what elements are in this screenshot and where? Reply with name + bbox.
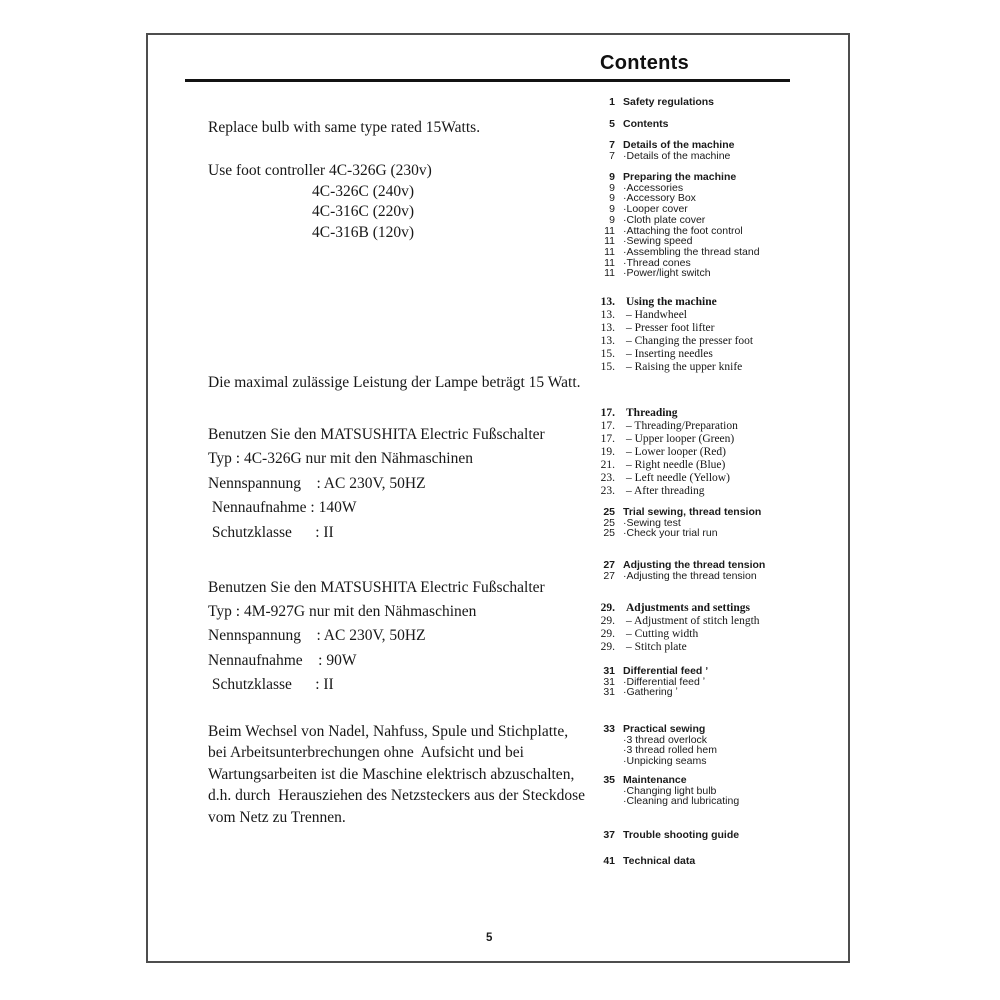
- toc-entry-label: ·Assembling the thread stand: [623, 245, 760, 258]
- toc-entry-label: – Stitch plate: [626, 641, 687, 653]
- toc-section: [596, 97, 836, 108]
- toc-entry-label: Details of the machine: [623, 139, 735, 151]
- toc-entry: [596, 830, 836, 841]
- toc-entry-page-number: 29.: [600, 628, 615, 640]
- toc-entry-page-number: 9: [609, 192, 615, 205]
- toc-entry-label: ·Accessories: [623, 181, 684, 194]
- toc-entry: [596, 215, 836, 226]
- toc-section: [596, 140, 836, 161]
- toc-entry: [596, 420, 836, 433]
- toc-entry-page-number: 13.: [600, 296, 615, 308]
- body-text-line: Nennaufnahme : 140W: [208, 499, 357, 517]
- toc-entry: [596, 361, 836, 374]
- toc-entry-page-number: 11: [604, 235, 615, 248]
- toc-entry: [596, 322, 836, 335]
- toc-entry-label: Trial sewing, thread tension: [623, 506, 762, 518]
- toc-entry-page-number: 11: [604, 256, 615, 269]
- toc-entry-label: – Upper looper (Green): [626, 433, 735, 445]
- toc-entry-label: ·Adjusting the thread tension: [623, 569, 757, 582]
- toc-entry-label: ·Accessory Box: [623, 192, 696, 205]
- toc-entry: [596, 407, 836, 420]
- body-text-line: Typ : 4C-326G nur mit den Nähmaschinen: [208, 450, 473, 468]
- toc-entry-page-number: 11: [604, 267, 615, 280]
- toc-entry-label: – Changing the presser foot: [626, 335, 754, 347]
- toc-entry-page-number: 11: [604, 245, 615, 258]
- toc-entry: [596, 459, 836, 472]
- toc-section: [596, 407, 836, 498]
- toc-entry-label: ·Sewing test: [623, 516, 681, 529]
- toc-section: [596, 172, 836, 279]
- toc-entry-label: Trouble shooting guide: [623, 829, 740, 841]
- toc-entry-label: – After threading: [626, 485, 705, 497]
- toc-entry-label: ·Thread cones: [623, 256, 691, 269]
- toc-entry-page-number: 23.: [600, 472, 615, 484]
- toc-section: [596, 602, 836, 654]
- toc-entry-label: Technical data: [623, 855, 696, 867]
- toc-entry-page-number: 29.: [600, 641, 615, 653]
- toc-entry-page-number: 17.: [600, 407, 615, 419]
- toc-entry: [596, 97, 836, 108]
- toc-entry-label: ·Details of the machine: [623, 149, 731, 162]
- toc-entry-label: ·Looper cover: [623, 203, 688, 216]
- toc-entry: [596, 119, 836, 130]
- toc-entry-label: – Raising the upper knife: [626, 361, 743, 373]
- body-text-line: 4C-316B (120v): [312, 223, 415, 241]
- toc-entry-page-number: 31: [603, 675, 615, 688]
- toc-entry-label: ·Cloth plate cover: [623, 213, 706, 226]
- toc-entry-label: Adjusting the thread tension: [623, 559, 766, 571]
- toc-entry-page-number: 25: [603, 527, 615, 540]
- body-text-line: Use foot controller 4C-326G (230v): [208, 162, 432, 179]
- toc-entry-page-number: 31: [603, 686, 615, 699]
- toc-entry-page-number: 25: [603, 516, 615, 529]
- toc-entry-page-number: 9: [609, 213, 615, 226]
- body-text-line: Nennaufnahme : 90W: [208, 651, 357, 669]
- body-text-line: Schutzklasse : II: [208, 523, 334, 541]
- toc-entry: [596, 615, 836, 628]
- toc-entry-label: – Left needle (Yellow): [626, 472, 730, 484]
- toc-entry: [596, 687, 836, 698]
- toc-entry-label: – Inserting needles: [626, 348, 713, 360]
- toc-entry: [596, 472, 836, 485]
- toc-entry: [596, 348, 836, 361]
- toc-entry-page-number: 33: [603, 723, 615, 735]
- toc-entry-label: – Right needle (Blue): [626, 459, 726, 471]
- toc-entry-page-number: 11: [604, 224, 615, 237]
- toc-entry-page-number: 19.: [600, 446, 615, 458]
- toc-entry: [596, 856, 836, 867]
- toc-entry: [596, 309, 836, 322]
- toc-entry: [596, 485, 836, 498]
- toc-entry-page-number: 7: [609, 139, 615, 151]
- toc-entry-page-number: 25: [603, 506, 615, 518]
- toc-section: [596, 560, 836, 581]
- toc-entry-page-number: 9: [609, 171, 615, 183]
- toc-entry-label: Using the machine: [626, 296, 717, 308]
- toc-entry-label: Contents: [623, 118, 669, 130]
- body-text-line: Schutzklasse : II: [208, 675, 334, 693]
- page-title: Contents: [600, 52, 690, 74]
- toc-entry-label: – Adjustment of stitch length: [626, 615, 760, 627]
- toc-entry-label: ·Attaching the foot control: [623, 224, 743, 237]
- toc-entry-page-number: 15.: [600, 361, 615, 373]
- toc-section: [596, 666, 836, 698]
- title-rule: [185, 79, 790, 82]
- toc-entry-page-number: 27: [603, 569, 615, 582]
- toc-entry-label: Safety regulations: [623, 96, 715, 108]
- toc-entry-page-number: 27: [603, 559, 615, 571]
- toc-entry-label: Preparing the machine: [623, 171, 737, 183]
- toc-entry-label: ·Check your trial run: [623, 527, 718, 540]
- toc-entry-page-number: 5: [609, 118, 615, 130]
- toc-entry-label: Threading: [626, 407, 678, 419]
- toc-entry-label: – Threading/Preparation: [626, 420, 738, 432]
- toc-entry-label: ·Gathering ʼ: [623, 686, 678, 699]
- toc-entry: [596, 433, 836, 446]
- toc-entry-label: Practical sewing: [623, 723, 706, 735]
- toc-entry: [596, 151, 836, 162]
- body-text-line: Benutzen Sie den MATSUSHITA Electric Fußschalter: [208, 579, 545, 596]
- toc-entry-page-number: 35: [603, 774, 615, 786]
- body-text-line: Nennspannung : AC 230V, 50HZ: [208, 627, 426, 645]
- toc-entry-page-number: 37: [603, 829, 615, 841]
- body-text-line: Nennspannung : AC 230V, 50HZ: [208, 474, 426, 492]
- toc-entry-label: Adjustments and settings: [626, 602, 750, 614]
- body-text-line: Wartungsarbeiten ist die Maschine elektrisch abzuschalten,: [208, 765, 575, 783]
- body-text-line: bei Arbeitsunterbrechungen ohne Aufsicht und bei: [208, 744, 524, 762]
- toc-entry-page-number: 13.: [600, 335, 615, 347]
- toc-entry: [596, 756, 836, 767]
- toc-entry-page-number: 1: [609, 96, 615, 108]
- toc-entry-page-number: 17.: [600, 433, 615, 445]
- toc-entry: [596, 268, 836, 279]
- toc-entry-page-number: 15.: [600, 348, 615, 360]
- toc-entry: [596, 528, 836, 539]
- toc-entry: [596, 602, 836, 615]
- toc-entry-page-number: 31: [603, 665, 615, 677]
- toc-entry-label: – Cutting width: [626, 628, 699, 640]
- toc-entry-page-number: 13.: [600, 309, 615, 321]
- toc-entry-label: ·Sewing speed: [623, 235, 693, 248]
- toc-entry-label: Differential feed ʼ: [623, 665, 709, 677]
- toc-entry: [596, 446, 836, 459]
- toc-entry: [596, 796, 836, 807]
- toc-entry-label: Maintenance: [623, 774, 687, 786]
- toc-entry: [596, 641, 836, 654]
- body-text-line: Beim Wechsel von Nadel, Nahfuss, Spule und Stichplatte,: [208, 723, 569, 740]
- body-text-line: Replace bulb with same type rated 15Watts.: [208, 119, 481, 136]
- body-text-line: vom Netz zu Trennen.: [208, 808, 346, 826]
- body-text-line: Typ : 4M-927G nur mit den Nähmaschinen: [208, 603, 477, 621]
- body-text-line: Die maximal zulässige Leistung der Lampe beträgt 15 Watt.: [208, 374, 581, 391]
- toc-entry-page-number: 13.: [600, 322, 615, 334]
- toc-entry-label: – Presser foot lifter: [626, 322, 715, 334]
- toc-section: [596, 830, 836, 841]
- body-text-line: Benutzen Sie den MATSUSHITA Electric Fußschalter: [208, 426, 545, 443]
- toc-entry-page-number: 9: [609, 181, 615, 194]
- toc-entry: [596, 296, 836, 309]
- toc-entry-label: ·Unpicking seams: [623, 755, 707, 768]
- toc-entry-label: ·Power/light switch: [623, 267, 711, 280]
- toc-entry-page-number: 29.: [600, 602, 615, 614]
- toc-entry-label: ·3 thread rolled hem: [623, 744, 717, 757]
- toc-entry-page-number: 21.: [600, 459, 615, 471]
- toc-entry-label: – Lower looper (Red): [626, 446, 726, 458]
- toc-entry-page-number: 7: [609, 149, 615, 162]
- toc-section: [596, 507, 836, 539]
- toc-entry-page-number: 41: [603, 855, 615, 867]
- toc-entry: [596, 571, 836, 582]
- toc-section: [596, 856, 836, 867]
- toc-entry: [596, 628, 836, 641]
- toc-section: [596, 296, 836, 374]
- page-number: 5: [486, 932, 493, 944]
- toc-section: [596, 724, 836, 767]
- toc-entry-label: ·Cleaning and lubricating: [623, 795, 740, 808]
- toc-entry-label: ·3 thread overlock: [623, 733, 708, 746]
- toc-entry-page-number: 23.: [600, 485, 615, 497]
- toc-entry-page-number: 9: [609, 203, 615, 216]
- toc-entry-label: ·Differential feed ʼ: [623, 675, 706, 688]
- toc-section: [596, 119, 836, 130]
- body-text-line: d.h. durch Herausziehen des Netzsteckers aus der Steckdose: [208, 787, 586, 805]
- toc-entry-page-number: 29.: [600, 615, 615, 627]
- toc-entry: [596, 335, 836, 348]
- toc-entry-label: – Handwheel: [626, 309, 687, 321]
- body-text-line: 4C-326C (240v): [312, 182, 415, 200]
- toc-entry-page-number: 17.: [600, 420, 615, 432]
- toc-section: [596, 775, 836, 807]
- body-text-line: 4C-316C (220v): [312, 203, 415, 221]
- toc-entry-label: ·Changing light bulb: [623, 784, 717, 797]
